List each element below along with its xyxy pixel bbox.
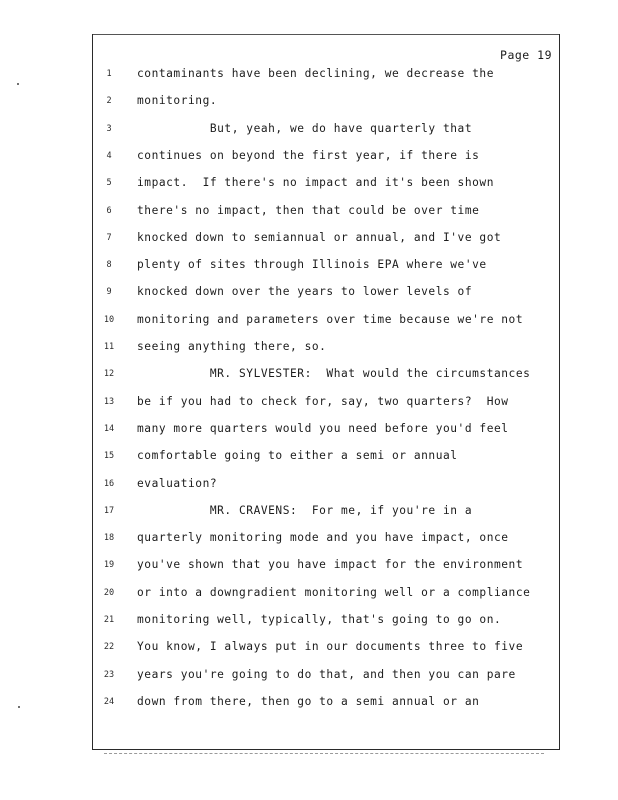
line-text: comfortable going to either a semi or annual — [137, 449, 458, 463]
line-number: 9 — [106, 287, 112, 298]
line-text: monitoring. — [137, 94, 218, 108]
line-number: 8 — [106, 260, 112, 271]
line-number: 14 — [103, 423, 115, 434]
line-text: knocked down to semiannual or annual, and I've got — [137, 230, 502, 244]
line-number: 20 — [103, 587, 115, 598]
line-number: 12 — [103, 369, 115, 380]
line-text: MR. CRAVENS: For me, if you're in a — [137, 503, 473, 517]
transcript-line — [0, 531, 618, 551]
transcript-line — [0, 477, 618, 497]
transcript-line — [0, 285, 618, 305]
line-text: plenty of sites through Illinois EPA where we've — [137, 258, 487, 272]
line-text: be if you had to check for, say, two quarters? How — [137, 394, 509, 408]
line-text: evaluation? — [137, 476, 218, 490]
transcript-line — [0, 695, 618, 715]
transcript-line — [0, 395, 618, 415]
transcript-line — [0, 668, 618, 688]
transcript-line — [0, 504, 618, 524]
transcript-line — [0, 94, 618, 114]
line-text: down from there, then go to a semi annual or an — [137, 694, 480, 708]
line-number: 10 — [103, 314, 115, 325]
line-text: monitoring and parameters over time because we're not — [137, 312, 524, 326]
footer-scan-artifact — [104, 753, 544, 754]
line-text: many more quarters would you need before you'd feel — [137, 421, 509, 435]
line-number: 11 — [103, 342, 115, 352]
line-text: quarterly monitoring mode and you have impact, once — [137, 531, 509, 545]
line-number: 21 — [103, 615, 115, 625]
line-number: 17 — [103, 505, 115, 516]
transcript-line — [0, 67, 618, 87]
line-text: continues on beyond the first year, if there is — [137, 148, 480, 162]
line-text: impact. If there's no impact and it's been shown — [137, 176, 494, 190]
line-number: 3 — [106, 123, 112, 134]
transcript-line — [0, 149, 618, 169]
transcript-line — [0, 558, 618, 578]
transcript-line — [0, 640, 618, 660]
transcript-line — [0, 340, 618, 360]
transcript-line — [0, 586, 618, 606]
transcript-line — [0, 367, 618, 387]
line-number: 15 — [103, 451, 115, 462]
transcript-line — [0, 313, 618, 333]
transcript-line — [0, 613, 618, 633]
page-number: Page 19 — [500, 48, 552, 62]
page-border-top — [92, 34, 560, 35]
line-number: 2 — [106, 96, 112, 107]
transcript-line — [0, 258, 618, 278]
line-number: 5 — [106, 178, 112, 189]
line-text: there's no impact, then that could be over time — [137, 203, 480, 217]
line-text: monitoring well, typically, that's going to go on. — [137, 613, 502, 626]
transcript-line — [0, 176, 618, 196]
transcript-line — [0, 449, 618, 469]
line-text: MR. SYLVESTER: What would the circumstances — [137, 367, 531, 381]
line-text: knocked down over the years to lower levels of — [137, 285, 473, 299]
line-number: 16 — [103, 478, 115, 489]
transcript-line — [0, 422, 618, 442]
line-number: 6 — [106, 205, 112, 216]
transcript-line — [0, 204, 618, 224]
line-number: 1 — [106, 69, 112, 79]
line-text: you've shown that you have impact for the environment — [137, 558, 524, 572]
line-number: 13 — [103, 396, 115, 407]
transcript-line — [0, 122, 618, 142]
line-number: 7 — [106, 232, 112, 243]
page-border-bottom — [92, 749, 560, 750]
transcript-line — [0, 231, 618, 251]
line-number: 22 — [103, 642, 115, 653]
line-text: seeing anything there, so. — [137, 340, 327, 353]
line-number: 23 — [103, 669, 115, 680]
line-text: or into a downgradient monitoring well or a compliance — [137, 585, 531, 599]
line-text: You know, I always put in our documents three to five — [137, 640, 524, 654]
line-number: 19 — [103, 560, 115, 571]
line-number: 24 — [103, 696, 115, 707]
line-number: 18 — [103, 533, 115, 544]
line-number: 4 — [106, 150, 112, 161]
line-text: But, yeah, we do have quarterly that — [137, 121, 473, 135]
line-text: contaminants have been declining, we decrease the — [137, 67, 494, 80]
line-text: years you're going to do that, and then you can pare — [137, 667, 516, 681]
